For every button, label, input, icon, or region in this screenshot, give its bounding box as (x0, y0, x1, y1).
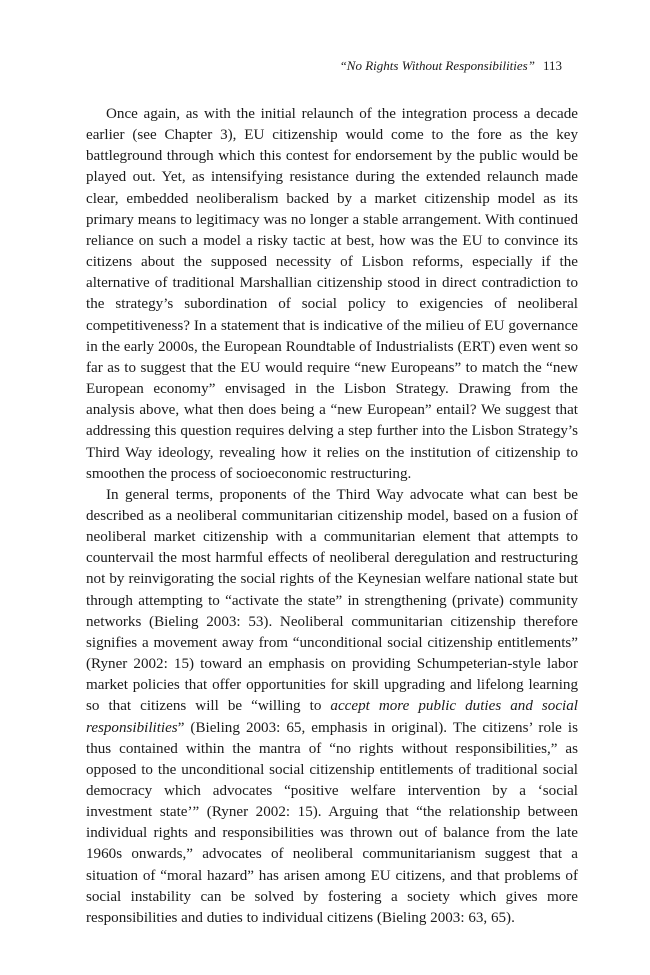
paragraph-2-emphasis: accept more public duties and social responsibilities (86, 698, 578, 736)
paragraph-2 (86, 485, 578, 929)
page-number: 113 (542, 58, 562, 73)
paragraph-2-text-b: ” (Bieling 2003: 65, emphasis in original). The citizens’ role is thus contained within the mantra of “no rights without responsibilities,” as opposed to the unconditional social citizenship entitlements of traditional social democracy which advocates “positive welfare intervention by a ‘social investment state’” (Ryner 2002: 15). Arguing that “the relationship between individual rights and responsibilities was thrown out of balance from the late 1960s onwards,” advocates of neoliberal communitarianism suggest that a situation of “moral hazard” has arisen among EU citizens, and that problems of social instability can be solved by fostering a society which gives more responsibilities and duties to individual citizens (Bieling 2003: 63, 65). (86, 719, 578, 926)
paragraph-1 (86, 104, 578, 485)
running-title: “No Rights Without Responsibilities” (339, 58, 535, 73)
paragraph-1-text: Once again, as with the initial relaunch of the integration process a decade earlier (see Chapter 3), EU citizenship would come to the fore as the key battleground through which this contest for endorsement by the public would be played out. Yet, as intensifying resistance during the extended relaunch made clear, embedded neoliberalism backed by a market citizenship model as its primary means to legitimacy was no longer a stable arrangement. With continued reliance on such a model a risky tactic at best, how was the EU to convince its citizens about the supposed necessity of Lisbon reforms, especially if the alternative of traditional Marshallian citizenship stood in direct contradiction to the strategy’s subordination of social policy to exigencies of neoliberal competitiveness? In a statement that is indicative of the milieu of EU governance in the early 2000s, the European Roundtable of Industrialists (ERT) even went so far as to suggest that the EU would require “new Europeans” to match the “new European economy” envisaged in the Lisbon Strategy. Drawing from the analysis above, what then does being a “new European” entail? We suggest that addressing this question requires delving a step further into the Lisbon Strategy’s Third Way ideology, revealing how it relies on the institution of citizenship to smoothen the process of socioeconomic restructuring. (86, 106, 578, 482)
running-head (340, 58, 562, 74)
paragraph-2-text-a: In general terms, proponents of the Third Way advocate what can best be described as a neoliberal communitarian citizenship model, based on a fusion of neoliberal market citizenship with a communitarian element that attempts to countervail the most harmful effects of neoliberal deregulation and restructuring not by reinvigorating the social rights of the Keynesian welfare national state but through attempting to “activate the state” in strengthening (private) community networks (Bieling 2003: 53). Neoliberal communitarian citizenship therefore signifies a movement away from “unconditional social citizenship entitlements” (Ryner 2002: 15) toward an emphasis on providing Schumpeterian-style labor market policies that offer opportunities for skill upgrading and lifelong learning so that citizens will be “willing to (86, 486, 578, 715)
body-text (86, 104, 578, 929)
